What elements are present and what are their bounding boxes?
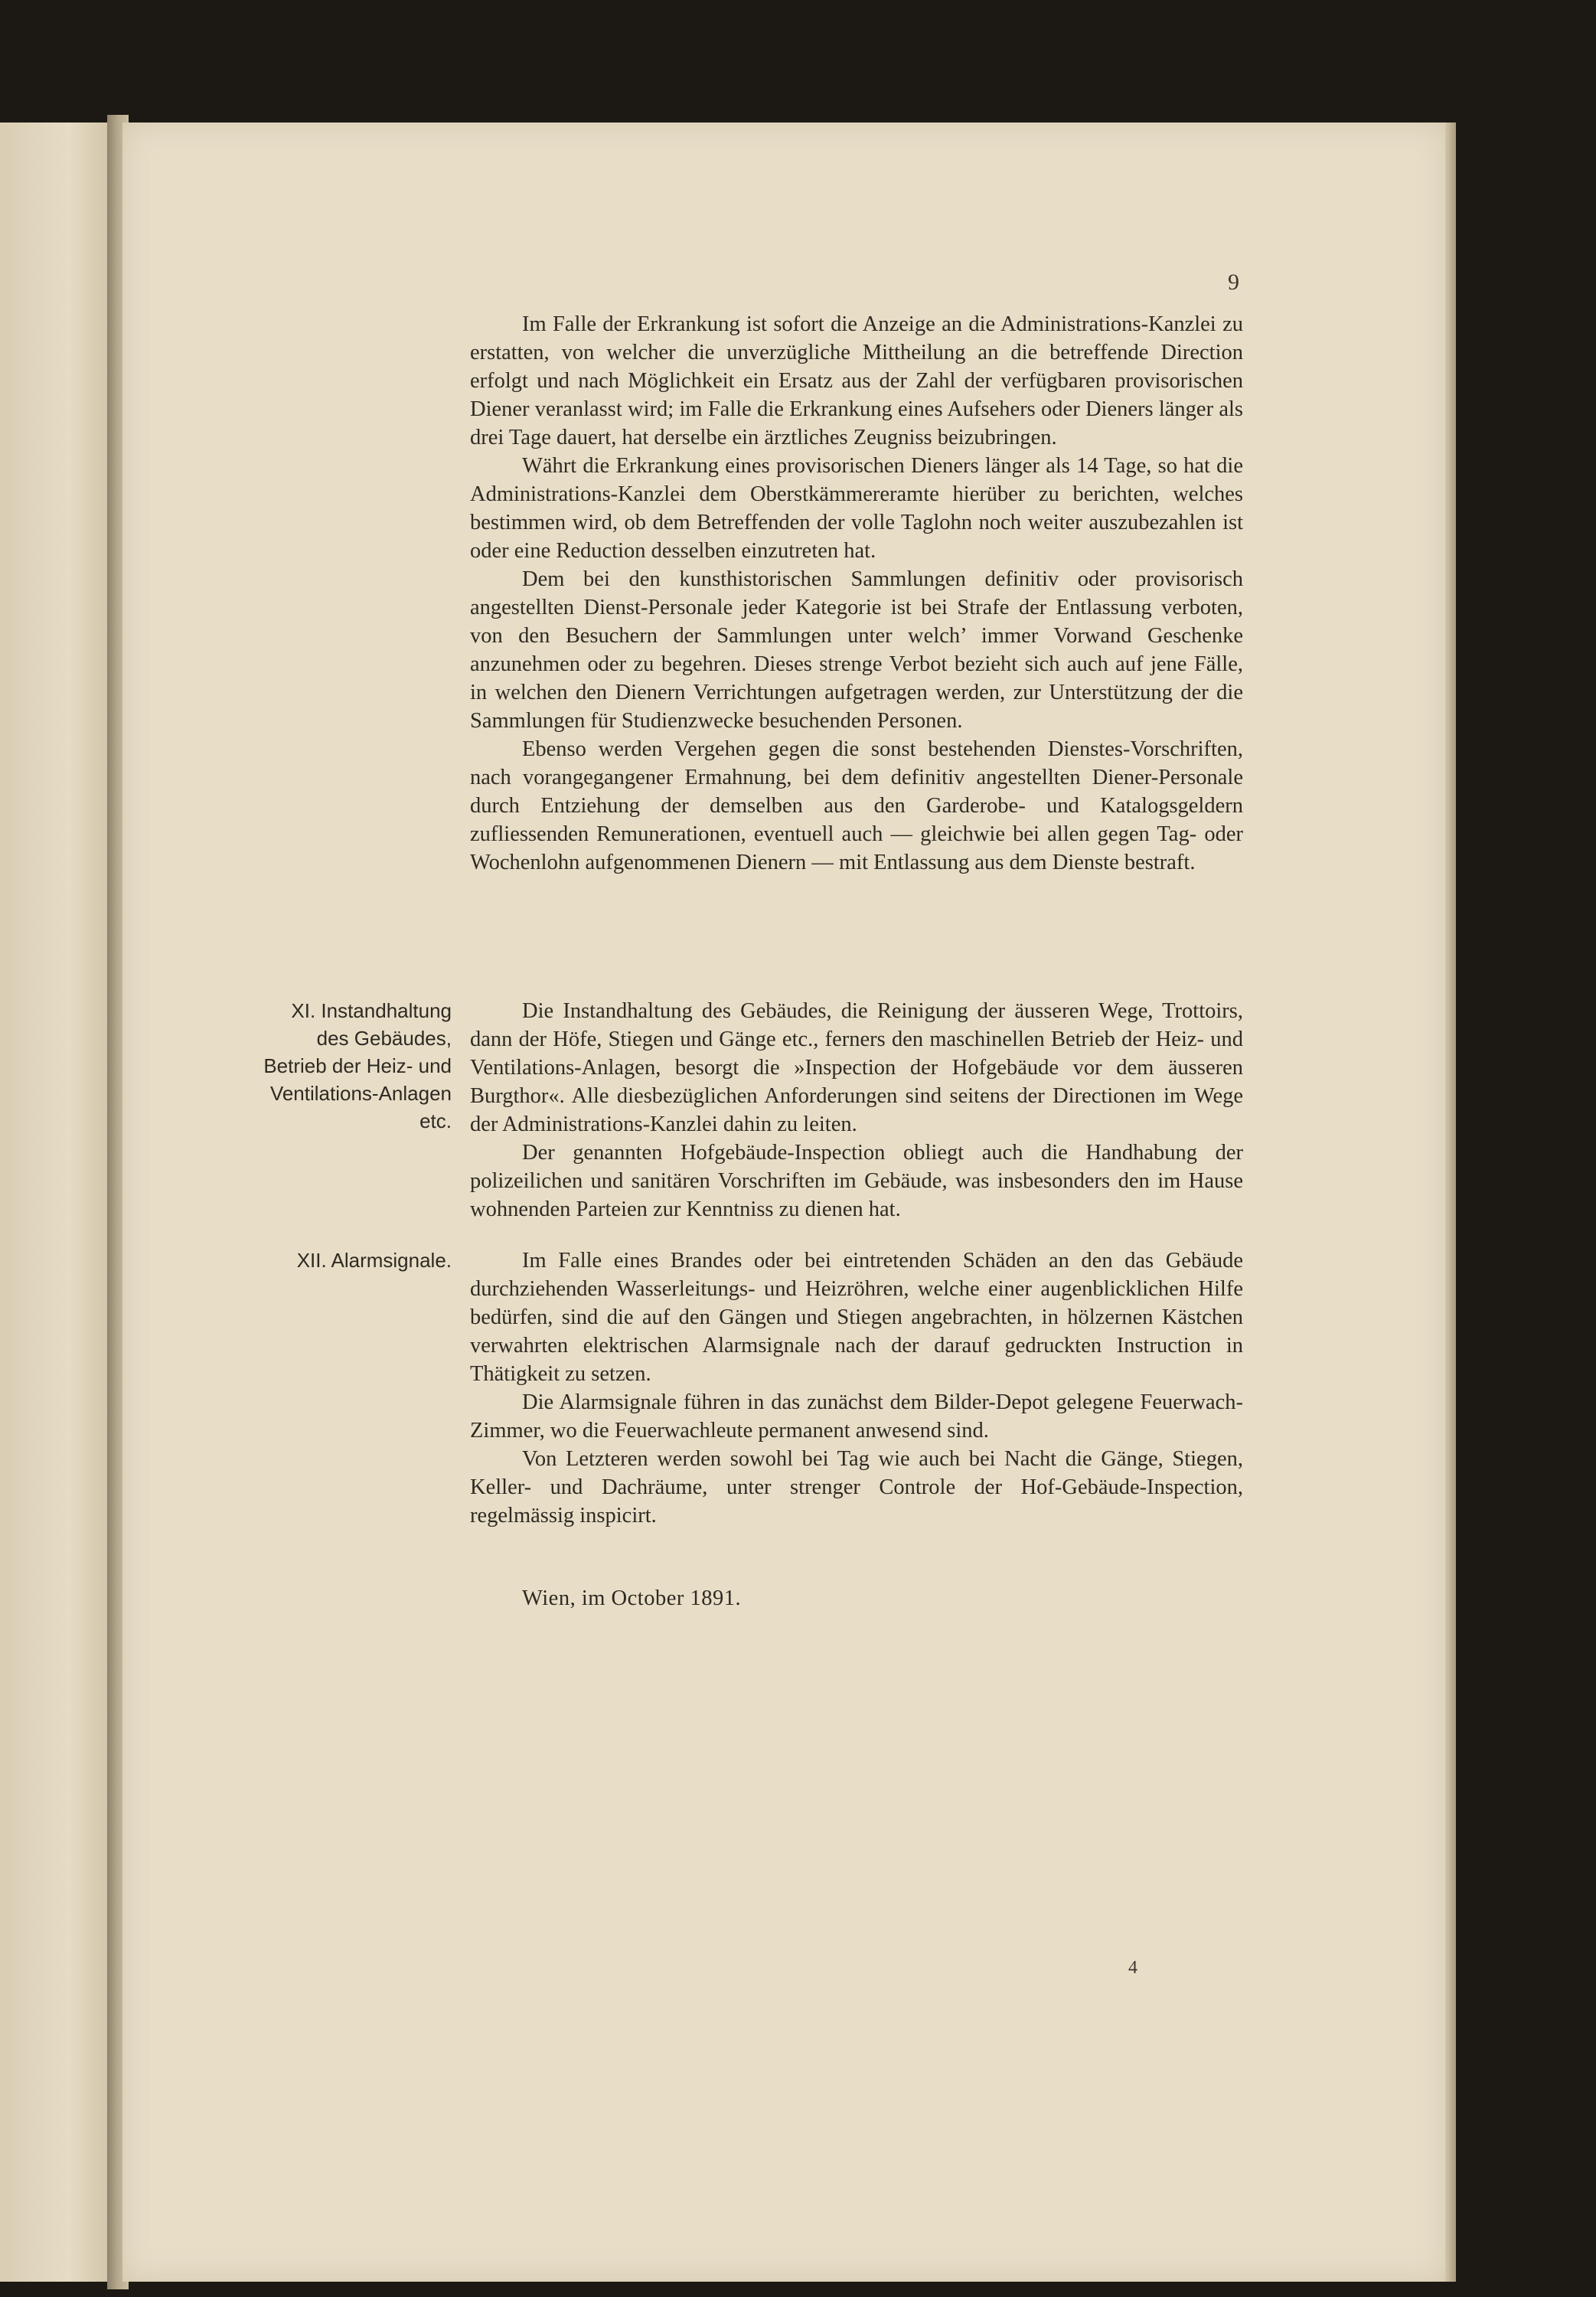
paragraph: Dem bei den kunsthistorischen Sammlungen definitiv oder provisorisch angestellten Dienst-Personale jeder Kategorie ist bei Strafe der Entlassung verboten, von den Besuchern der Sammlungen unter welch’ immer Vorwand Geschenke anzunehmen oder zu begehren. Dieses strenge Verbot bezieht sich auch auf jene Fälle, in welchen den Dienern Verrichtungen aufgetragen werden, zur Unterstützung der die Sammlungen für Studienzwecke besuchenden Personen. [470,567,1243,733]
sidenote-section-xi: XI. Instandhaltung des Gebäudes, Betrieb der Heiz- und Ventilations-Anlagen etc. [263,999,452,1132]
section-xii-text [470,1247,1243,1530]
paragraph: Im Falle eines Brandes oder bei eintretenden Schäden an den das Gebäude durchziehenden Wasserleitungs- und Heizröhren, welche einer augenblicklichen Hilfe bedürfen, sind die auf den Gängen und Stiegen angebrachten, in hölzernen Kästchen verwahrten elektrischen Alarmsignale nach der darauf gedruckten Instruction in Thätigkeit zu setzen. [470,1249,1243,1386]
signature-mark: 4 [1128,1958,1137,1978]
closing-date-line: Wien, im October 1891. [522,1586,742,1610]
paragraph: Im Falle der Erkrankung ist sofort die Anzeige an die Administrations-Kanzlei zu erstatten, von welcher die unverzügliche Mittheilung an die betreffende Direction erfolgt und nach Möglichkeit ein Ersatz aus der Zahl der verfügbaren provisorischen Diener veranlasst wird; im Falle die Erkrankung eines Aufsehers oder Dieners länger als drei Tage dauert, hat derselbe ein ärztliches Zeugniss beizubringen. [470,312,1243,449]
page-number: 9 [1228,270,1239,295]
paragraph: Die Alarmsignale führen in das zunächst dem Bilder-Depot gelegene Feuerwach-Zimmer, wo die Feuerwachleute permanent anwesend sind. [470,1390,1243,1443]
paragraph: Die Instandhaltung des Gebäudes, die Reinigung der äusseren Wege, Trottoirs, dann der Höfe, Stiegen und Gänge etc., ferners den maschinellen Betrieb der Heiz- und Ventilations-Anlagen, besorgt die »Inspection der Hofgebäude vor dem äusseren Burgthor«. Alle diesbezüglichen Anforderungen sind seitens der Directionen im Wege der Administrations-Kanzlei dahin zu leiten. [470,999,1243,1136]
section-xi-text [470,997,1243,1224]
paragraph: Währt die Erkrankung eines provisorischen Dieners länger als 14 Tage, so hat die Administrations-Kanzlei dem Oberstkämmereramte hierüber zu berichten, welches bestimmen wird, ob dem Betreffenden der volle Taglohn noch weiter auszubezahlen ist oder eine Reduction desselben einzutreten hat. [470,454,1243,563]
section-x-text [470,310,1243,877]
paragraph: Der genannten Hofgebäude-Inspection obliegt auch die Handhabung der polizeilichen und sanitären Vorschriften im Gebäude, was insbesonders den im Hause wohnenden Parteien zur Kenntniss zu dienen hat. [470,1141,1243,1221]
paragraph: Ebenso werden Vergehen gegen die sonst bestehenden Dienstes-Vorschriften, nach vorangegangener Ermahnung, bei dem definitiv angestellten Diener-Personale durch Entziehung der demselben aus den Garderobe- und Katalogsgeldern zufliessenden Remunerationen, eventuell auch — gleichwie bei allen gegen Tag- oder Wochenlohn aufgenommenen Dienern — mit Entlassung aus dem Dienste bestraft. [470,737,1243,874]
page-edge [1445,123,1456,2282]
left-facing-page [0,123,115,2282]
sidenote-section-xii: XII. Alarmsignale. [296,1249,452,1272]
paragraph: Von Letzteren werden sowohl bei Tag wie auch bei Nacht die Gänge, Stiegen, Keller- und Dachräume, unter strenger Controle der Hof-Gebäude-Inspection, regelmässig inspicirt. [470,1447,1243,1528]
